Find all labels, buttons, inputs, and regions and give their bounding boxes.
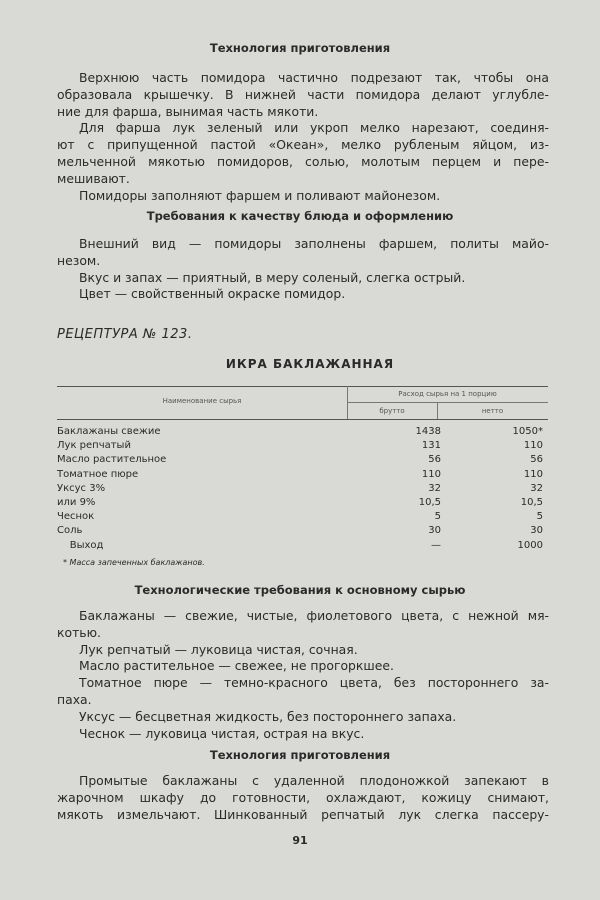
table-row: [57, 540, 548, 552]
table-row: [57, 497, 548, 509]
text-line: ние для фарша, вынимая часть мякоти.: [57, 103, 319, 119]
cell-netto: 110: [523, 468, 543, 480]
cell-netto: 1000: [517, 539, 543, 551]
text-line: незом.: [57, 252, 101, 268]
section4-body: [57, 773, 549, 823]
cell-name: Уксус 3%: [57, 482, 106, 494]
cell-brutto: 1438: [415, 426, 441, 437]
recipe-number: РЕЦЕПТУРА № 123.: [57, 327, 193, 342]
page-number: 91: [292, 834, 308, 847]
cell-name: Лук репчатый: [57, 440, 131, 452]
cell-name: Масло растительное: [57, 454, 167, 466]
cell-name: Выход: [57, 539, 104, 551]
col-netto-header: нетто: [481, 407, 504, 415]
cell-brutto: 30: [428, 525, 441, 537]
text-line: Баклажаны — свежие, чистые, фиолетового цвета, с нежной мя-: [79, 608, 549, 623]
table-row: [57, 511, 548, 523]
col-brutto-header: брутто: [379, 407, 405, 415]
text-line: Цвет — свойственный окраске помидор.: [79, 286, 346, 302]
section1-body: [57, 70, 549, 204]
cell-brutto: —: [431, 539, 441, 551]
table-row: [57, 426, 548, 438]
cell-brutto: 56: [428, 454, 441, 466]
section3-body: [57, 608, 549, 742]
cell-netto: 10,5: [520, 497, 543, 508]
text-line: Верхнюю часть помидора частично подрезают так, чтобы она: [79, 70, 549, 85]
text-line: Вкус и запах — приятный, в меру соленый, слегка острый.: [79, 269, 466, 285]
text-line: Уксус — бесцветная жидкость, без постороннего запаха.: [79, 708, 457, 724]
cell-netto: 32: [530, 482, 543, 494]
table-row: [57, 525, 548, 537]
table-row: [57, 440, 548, 452]
cell-netto: 30: [530, 525, 543, 537]
section-heading: Технология приготовления: [209, 748, 391, 762]
text-line: образовала крышечку. В нижней части помидора делают углубле-: [57, 86, 549, 102]
text-line: котью.: [57, 624, 101, 640]
text-line: мякоть измельчают. Шинкованный репчатый лук слегка пассеру-: [57, 806, 549, 822]
cell-name: Томатное пюре: [57, 468, 139, 480]
recipe-title: ИКРА БАКЛАЖАННАЯ: [225, 357, 395, 371]
text-line: Внешний вид — помидоры заполнены фаршем, политы майо-: [79, 236, 549, 251]
section-heading: Технологические требования к основному сырью: [134, 583, 466, 597]
text-line: ют с припущенной пастой «Океан», мелко рубленым яйцом, из-: [57, 137, 549, 153]
text-line: мешивают.: [57, 170, 130, 186]
cell-brutto: 10,5: [418, 497, 441, 508]
text-line: Чеснок — луковица чистая, острая на вкус.: [79, 725, 365, 741]
table-footnote: * Масса запеченных баклажанов.: [63, 558, 205, 567]
text-line: Для фарша лук зеленый или укроп мелко нарезают, соединя-: [79, 120, 549, 136]
cell-netto: 1050*: [512, 426, 543, 437]
cell-netto: 110: [523, 440, 543, 452]
text-line: мельченной мякотью помидоров, солью, молотым перцем и пере-: [57, 153, 549, 169]
section-heading: Требования к качеству блюда и оформлению: [146, 209, 454, 223]
section-heading: Технология приготовления: [209, 41, 391, 55]
cell-brutto: 131: [421, 440, 441, 452]
text-line: Промытые баклажаны с удаленной плодоножкой запекают в: [79, 773, 549, 788]
text-line: жарочном шкафу до готовности, охлаждают, кожицу снимают,: [57, 789, 549, 805]
col-group-header: Расход сырья на 1 порцию: [398, 390, 497, 398]
cell-name: Соль: [57, 525, 83, 537]
text-line: паха.: [57, 691, 92, 707]
cell-name: Баклажаны свежие: [57, 426, 161, 437]
section2-body: [57, 236, 549, 303]
text-line: Томатное пюре — темно-красного цвета, без постороннего за-: [79, 675, 549, 691]
text-line: Масло растительное — свежее, не прогоркшее.: [79, 658, 394, 674]
table-row: [57, 469, 548, 481]
cell-brutto: 5: [434, 511, 441, 523]
cell-name: или 9%: [57, 497, 96, 508]
cell-name: Чеснок: [57, 511, 95, 523]
cell-brutto: 32: [428, 482, 441, 494]
cell-brutto: 110: [421, 468, 441, 480]
cell-netto: 5: [536, 511, 543, 523]
col-name-header: Наименование сырья: [162, 397, 242, 405]
table-row: [57, 483, 548, 495]
table-row: [57, 454, 548, 466]
text-line: Лук репчатый — луковица чистая, сочная.: [79, 641, 358, 657]
text-line: Помидоры заполняют фаршем и поливают майонезом.: [79, 187, 441, 203]
cell-netto: 56: [530, 454, 543, 466]
